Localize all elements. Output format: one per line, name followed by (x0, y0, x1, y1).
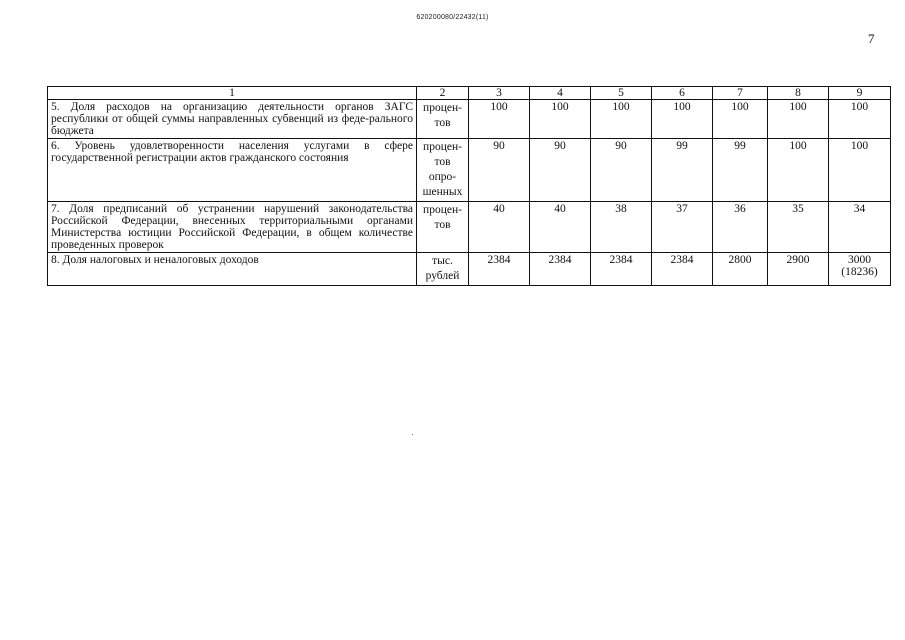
value-cell: 100 (768, 139, 829, 202)
value-cell: 90 (530, 139, 591, 202)
indicator-name: 7. Доля предписаний об устранении нарушений законодательства Российской Федерации, внесенных территориальными органами Министерства юстиции Российской Федерации, в общем количестве проведенных проверок (48, 202, 417, 253)
value-cell: 2384 (530, 253, 591, 286)
indicator-name: 6. Уровень удовлетворенности населения услугами в сфере государственной регистрации актов гражданского состояния (48, 139, 417, 202)
indicator-unit (417, 202, 469, 253)
table-row (48, 100, 891, 139)
column-header: 7 (713, 87, 768, 100)
value-cell: 40 (469, 202, 530, 253)
value-cell: 100 (829, 100, 891, 139)
table-row (48, 202, 891, 253)
value-cell: 36 (713, 202, 768, 253)
value-cell: 90 (591, 139, 652, 202)
indicator-name: 8. Доля налоговых и неналоговых доходов (48, 253, 417, 286)
column-header: 9 (829, 87, 891, 100)
page-number: 7 (868, 31, 875, 46)
value-cell: 100 (530, 100, 591, 139)
value-cell: 40 (530, 202, 591, 253)
value-cell: 34 (829, 202, 891, 253)
column-header: 8 (768, 87, 829, 100)
column-header: 4 (530, 87, 591, 100)
value-cell: 99 (713, 139, 768, 202)
table-header-row (48, 87, 891, 100)
document-id: 620200080/22432(11) (416, 14, 489, 21)
indicator-unit (417, 100, 469, 139)
value-cell: 38 (591, 202, 652, 253)
table-row (48, 139, 891, 202)
unit-line: шенных (422, 186, 463, 198)
value-cell: 100 (591, 100, 652, 139)
unit-line: процен- (423, 204, 462, 216)
unit-line: опро- (428, 171, 457, 183)
unit-line: тов (434, 156, 451, 168)
column-header: 2 (417, 87, 469, 100)
value-cell: 2384 (591, 253, 652, 286)
value-cell: 37 (652, 202, 713, 253)
value-cell: 2384 (469, 253, 530, 286)
unit-line: рублей (425, 270, 460, 282)
value-cell: 90 (469, 139, 530, 202)
column-header: 3 (469, 87, 530, 100)
unit-line: тов (434, 219, 451, 231)
column-header: 5 (591, 87, 652, 100)
value-cell: 2384 (652, 253, 713, 286)
indicators-table (47, 86, 891, 286)
value-cell: 35 (768, 202, 829, 253)
unit-line: процен- (423, 141, 462, 153)
value-cell: 100 (713, 100, 768, 139)
value-cell: 100 (768, 100, 829, 139)
indicator-unit (417, 139, 469, 202)
table-row (48, 253, 891, 286)
value-cell: 2800 (713, 253, 768, 286)
value-cell: 100 (829, 139, 891, 202)
column-header: 6 (652, 87, 713, 100)
indicator-name: 5. Доля расходов на организацию деятельности органов ЗАГС республики от общей суммы направленных субвенций из феде-рального бюджета (48, 100, 417, 139)
unit-line: тов (434, 117, 451, 129)
value-cell (829, 253, 891, 286)
value-note: (18236) (841, 266, 878, 278)
value-main: 3000 (848, 254, 871, 266)
value-cell: 100 (652, 100, 713, 139)
value-cell: 2900 (768, 253, 829, 286)
value-cell: 100 (469, 100, 530, 139)
unit-line: тыс. (432, 255, 453, 267)
unit-line: процен- (423, 102, 462, 114)
scan-speck (412, 434, 413, 435)
value-cell: 99 (652, 139, 713, 202)
column-header: 1 (48, 87, 417, 100)
indicator-unit (417, 253, 469, 286)
